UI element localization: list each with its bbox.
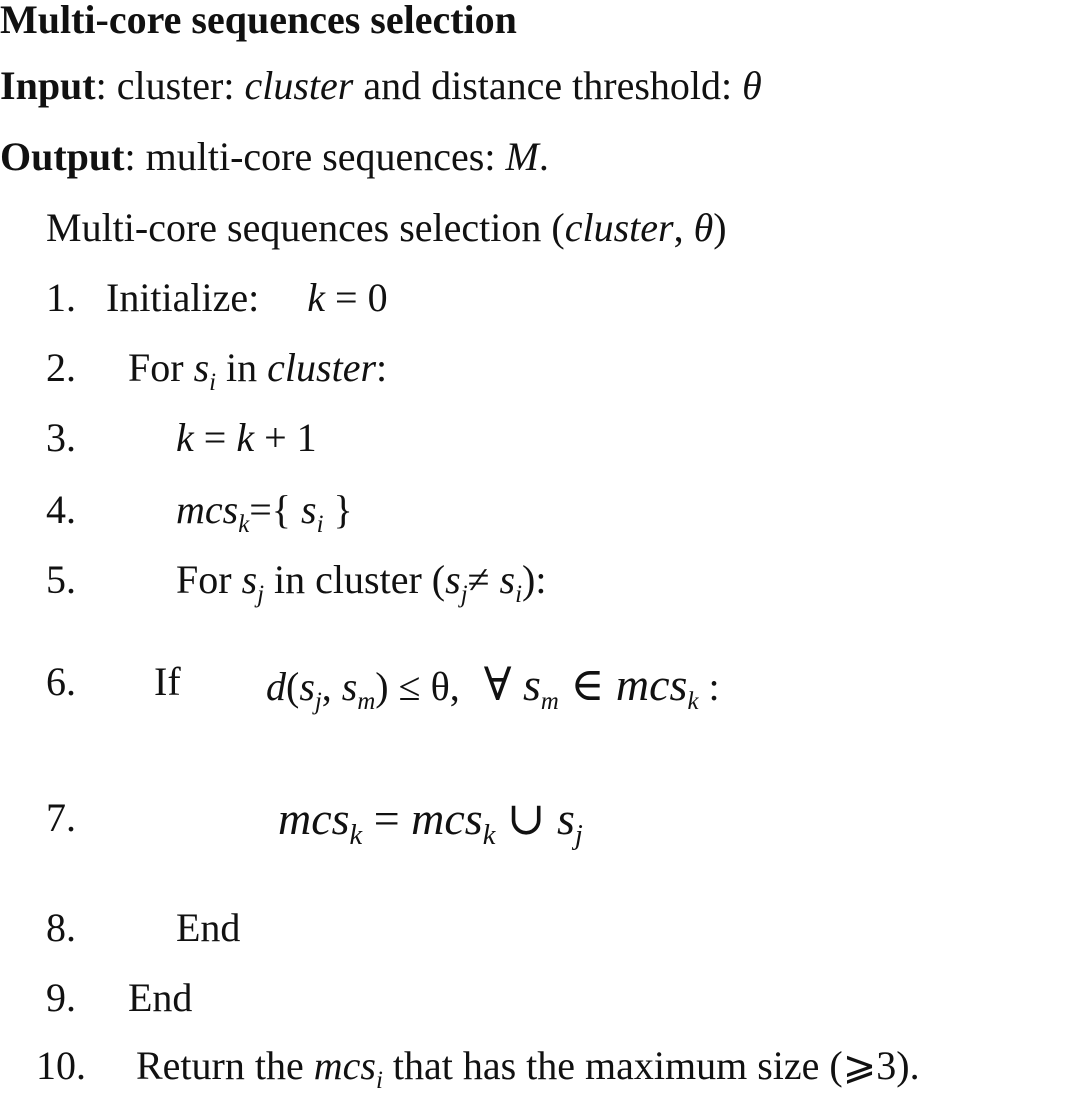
step-1 bbox=[106, 275, 388, 320]
input-sep: : cluster: bbox=[95, 63, 245, 108]
step-2-in: in bbox=[216, 345, 268, 390]
input-cluster: cluster bbox=[244, 63, 354, 108]
step-6-in: ∈ bbox=[558, 659, 616, 710]
step-4-s: s bbox=[301, 487, 317, 532]
step-5-s: s bbox=[241, 557, 258, 602]
function-name: Multi-core sequences selection ( bbox=[46, 205, 565, 250]
step-7-mcs2: mcs bbox=[411, 793, 483, 844]
step-6-sub4: k bbox=[687, 688, 699, 715]
step-number: 5. bbox=[46, 557, 76, 602]
input-mid: and distance threshold: bbox=[353, 63, 743, 108]
step-number: 6. bbox=[46, 659, 76, 704]
step-6-sub3: m bbox=[540, 688, 559, 715]
step-3-k2: k bbox=[236, 415, 255, 460]
step-1-k: k bbox=[307, 275, 326, 320]
step-6-leq: ) ≤ θ, bbox=[375, 664, 460, 709]
step-6-if: If bbox=[154, 659, 181, 704]
step-number: 3. bbox=[46, 415, 76, 460]
step-4 bbox=[176, 487, 353, 538]
step-5-sub2: j bbox=[460, 581, 468, 608]
step-2-colon: : bbox=[376, 345, 388, 390]
step-7-eq: = bbox=[362, 793, 412, 844]
step-6-s: s bbox=[299, 664, 315, 709]
output-text: : multi-core sequences: bbox=[124, 134, 506, 179]
step-6-condition bbox=[266, 659, 720, 715]
step-number: 4. bbox=[46, 487, 76, 532]
output-line bbox=[0, 134, 549, 179]
algorithm-title: Multi-core sequences selection bbox=[0, 0, 517, 42]
step-8-end: End bbox=[176, 905, 241, 950]
step-number: 7. bbox=[46, 795, 76, 840]
step-10-sub: i bbox=[375, 1067, 383, 1094]
step-10-mcs: mcs bbox=[313, 1043, 376, 1088]
step-5-close: ): bbox=[522, 557, 547, 602]
step-2-cluster: cluster bbox=[267, 345, 377, 390]
step-7 bbox=[278, 793, 583, 852]
step-5-sub: j bbox=[257, 581, 265, 608]
step-6-forall: ∀ bbox=[483, 659, 523, 710]
step-3-plus: + 1 bbox=[254, 415, 317, 460]
step-6-sub: j bbox=[314, 688, 322, 715]
step-3 bbox=[176, 415, 317, 460]
step-7-sub3: j bbox=[574, 820, 583, 852]
function-comma: , bbox=[673, 205, 694, 250]
step-4-brace: ={ bbox=[249, 487, 301, 532]
step-7-mcs: mcs bbox=[278, 793, 350, 844]
step-5-in: in cluster ( bbox=[264, 557, 446, 602]
step-6-mcs: mcs bbox=[615, 659, 688, 710]
step-2-for: For bbox=[128, 345, 194, 390]
step-5-neq: ≠ bbox=[467, 557, 500, 602]
step-5-for: For bbox=[176, 557, 242, 602]
input-theta: θ bbox=[742, 63, 762, 108]
step-6-open: ( bbox=[286, 664, 300, 709]
output-label: Output bbox=[0, 134, 125, 179]
step-1-text: Initialize: bbox=[106, 275, 260, 320]
step-4-close: } bbox=[323, 487, 353, 532]
function-header bbox=[46, 205, 727, 250]
input-label: Input bbox=[0, 63, 96, 108]
step-6-d: d bbox=[266, 664, 286, 709]
step-number: 9. bbox=[46, 975, 76, 1020]
step-6-sub2: m bbox=[357, 688, 376, 715]
step-number: 10. bbox=[36, 1043, 86, 1088]
step-number: 8. bbox=[46, 905, 76, 950]
step-10-rest: that has the maximum size (⩾3). bbox=[382, 1043, 920, 1088]
step-6-comma: , bbox=[321, 664, 342, 709]
step-5-s2: s bbox=[445, 557, 461, 602]
step-7-sub2: k bbox=[482, 820, 496, 852]
step-10 bbox=[136, 1043, 920, 1094]
step-4-sub: k bbox=[238, 511, 250, 538]
function-close: ) bbox=[713, 205, 727, 250]
step-6-colon: : bbox=[698, 664, 720, 709]
input-line bbox=[0, 63, 762, 108]
step-6-s3: s bbox=[523, 659, 541, 710]
output-dot: . bbox=[538, 134, 549, 179]
step-2-s: s bbox=[193, 345, 210, 390]
step-7-s: s bbox=[556, 793, 575, 844]
step-number: 2. bbox=[46, 345, 76, 390]
step-7-sub: k bbox=[349, 820, 363, 852]
step-5 bbox=[176, 557, 547, 608]
step-7-union: ∪ bbox=[495, 793, 557, 844]
step-10-return: Return the bbox=[136, 1043, 314, 1088]
step-number: 1. bbox=[46, 275, 76, 320]
step-5-sub3: i bbox=[515, 581, 522, 608]
function-cluster: cluster bbox=[564, 205, 674, 250]
step-5-s3: s bbox=[499, 557, 516, 602]
step-6-s2: s bbox=[341, 664, 358, 709]
step-3-eq: = bbox=[193, 415, 237, 460]
step-2 bbox=[128, 345, 388, 396]
step-2-sub: i bbox=[209, 369, 217, 396]
function-theta: θ bbox=[693, 205, 714, 250]
step-3-k: k bbox=[176, 415, 194, 460]
output-m: M bbox=[505, 134, 539, 179]
step-9-end: End bbox=[128, 975, 193, 1020]
step-4-sub2: i bbox=[316, 511, 324, 538]
step-4-mcs: mcs bbox=[176, 487, 239, 532]
step-1-value: = 0 bbox=[325, 275, 388, 320]
